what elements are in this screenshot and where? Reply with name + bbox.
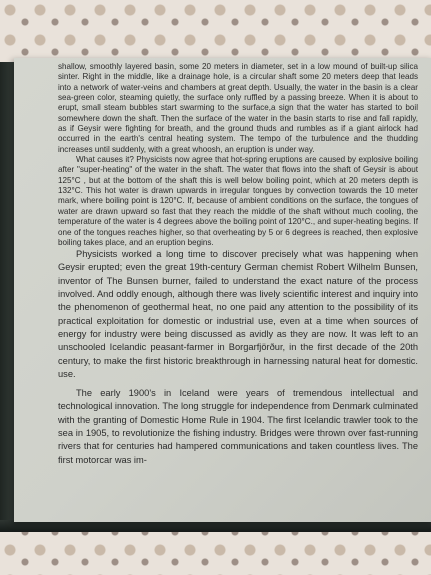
page-text — [58, 62, 418, 467]
paragraph-early-1900s: The early 1900's in Iceland were years of tremendous intellectual and technological innovation. The long struggle for independence from Denmark culminated with the granting of Domestic Home Rule in 1904. The first Icelandic trawler took to the sea in 1905, to revolutionize the fishing industry. Bridges were thrown over fast-running rivers that for centuries had hampered communications and taken countless lives. The first motorcar was im- — [58, 388, 418, 465]
book-page — [14, 58, 431, 522]
paragraph-physicists: Physicists worked a long time to discover precisely what was happening when Geysir erupted; even the great 19th-century German chemist Robert Wilhelm Bunsen, inventor of The Bunsen burner, failed to understand the exact nature of the process involved. And oddly enough, although there was lively scientific interest and inquiry into the phenomenon of geothermal heat, no one paid any attention to the possibility of its practical exploitation for domestic or industrial use, even at a time when sources of energy for industry were being discussed as avidly as they are now. It was left to an unschooled Icelandic peasant-farmer in Borgarfjörður, in the first decade of the 20th century, to make the first historic breakthrough in harnessing natural heat for domestic. use. — [58, 249, 418, 379]
paragraph-eruption-cause: What causes it? Physicists now agree that hot-spring eruptions are caused by explosive boiling after "super-heating" of the water in the shaft. The water that flows into the shaft of Geysir is about 125°C , but at the bottom of the shaft this is well below boiling point, which at 20 meters depth is 132°C. This hot water is drawn upwards in irregular tongues by convection towards the 10 meter mark, where boiling point is 120°C. If, because of ambient conditions on the surface, the tongues of water are drawn upward so fast that they reach the middle of the shaft without much cooling, the temperature of the water is 4 degrees above the boiling point of 120°C., and super-heating begins. If one of the tongues reaches higher, so that overheating by 5 or 6 degrees is reached, then explosive boiling takes place, and an eruption begins. — [58, 155, 418, 247]
paragraph-geysir-basin: shallow, smoothly layered basin, some 20 meters in diameter, set in a low mound of built-up silica sinter. Right in the middle, like a drainage hole, is a circular shaft some 20 meters deep that leads into a network of water-veins and chambers at great depth. Usually, the water in the basin is a clear sea-green color, steaming quietly, the surface only ruffled by a passing breeze. When it is about to erupt, small steam bubbles start swarming to the surface,a sign that the water has started to boil somewhere down the shaft. Then the surface of the water in the basin starts to rise and fall rapidly, as if Geysir were fighting for breath, and the ground thuds and rumbles as if a giant airlock had occurred in the earth's central heating system. The tempo of the turbulence and the thudding increases until suddenly, with a great whoosh, an eruption is under way. — [58, 62, 418, 154]
